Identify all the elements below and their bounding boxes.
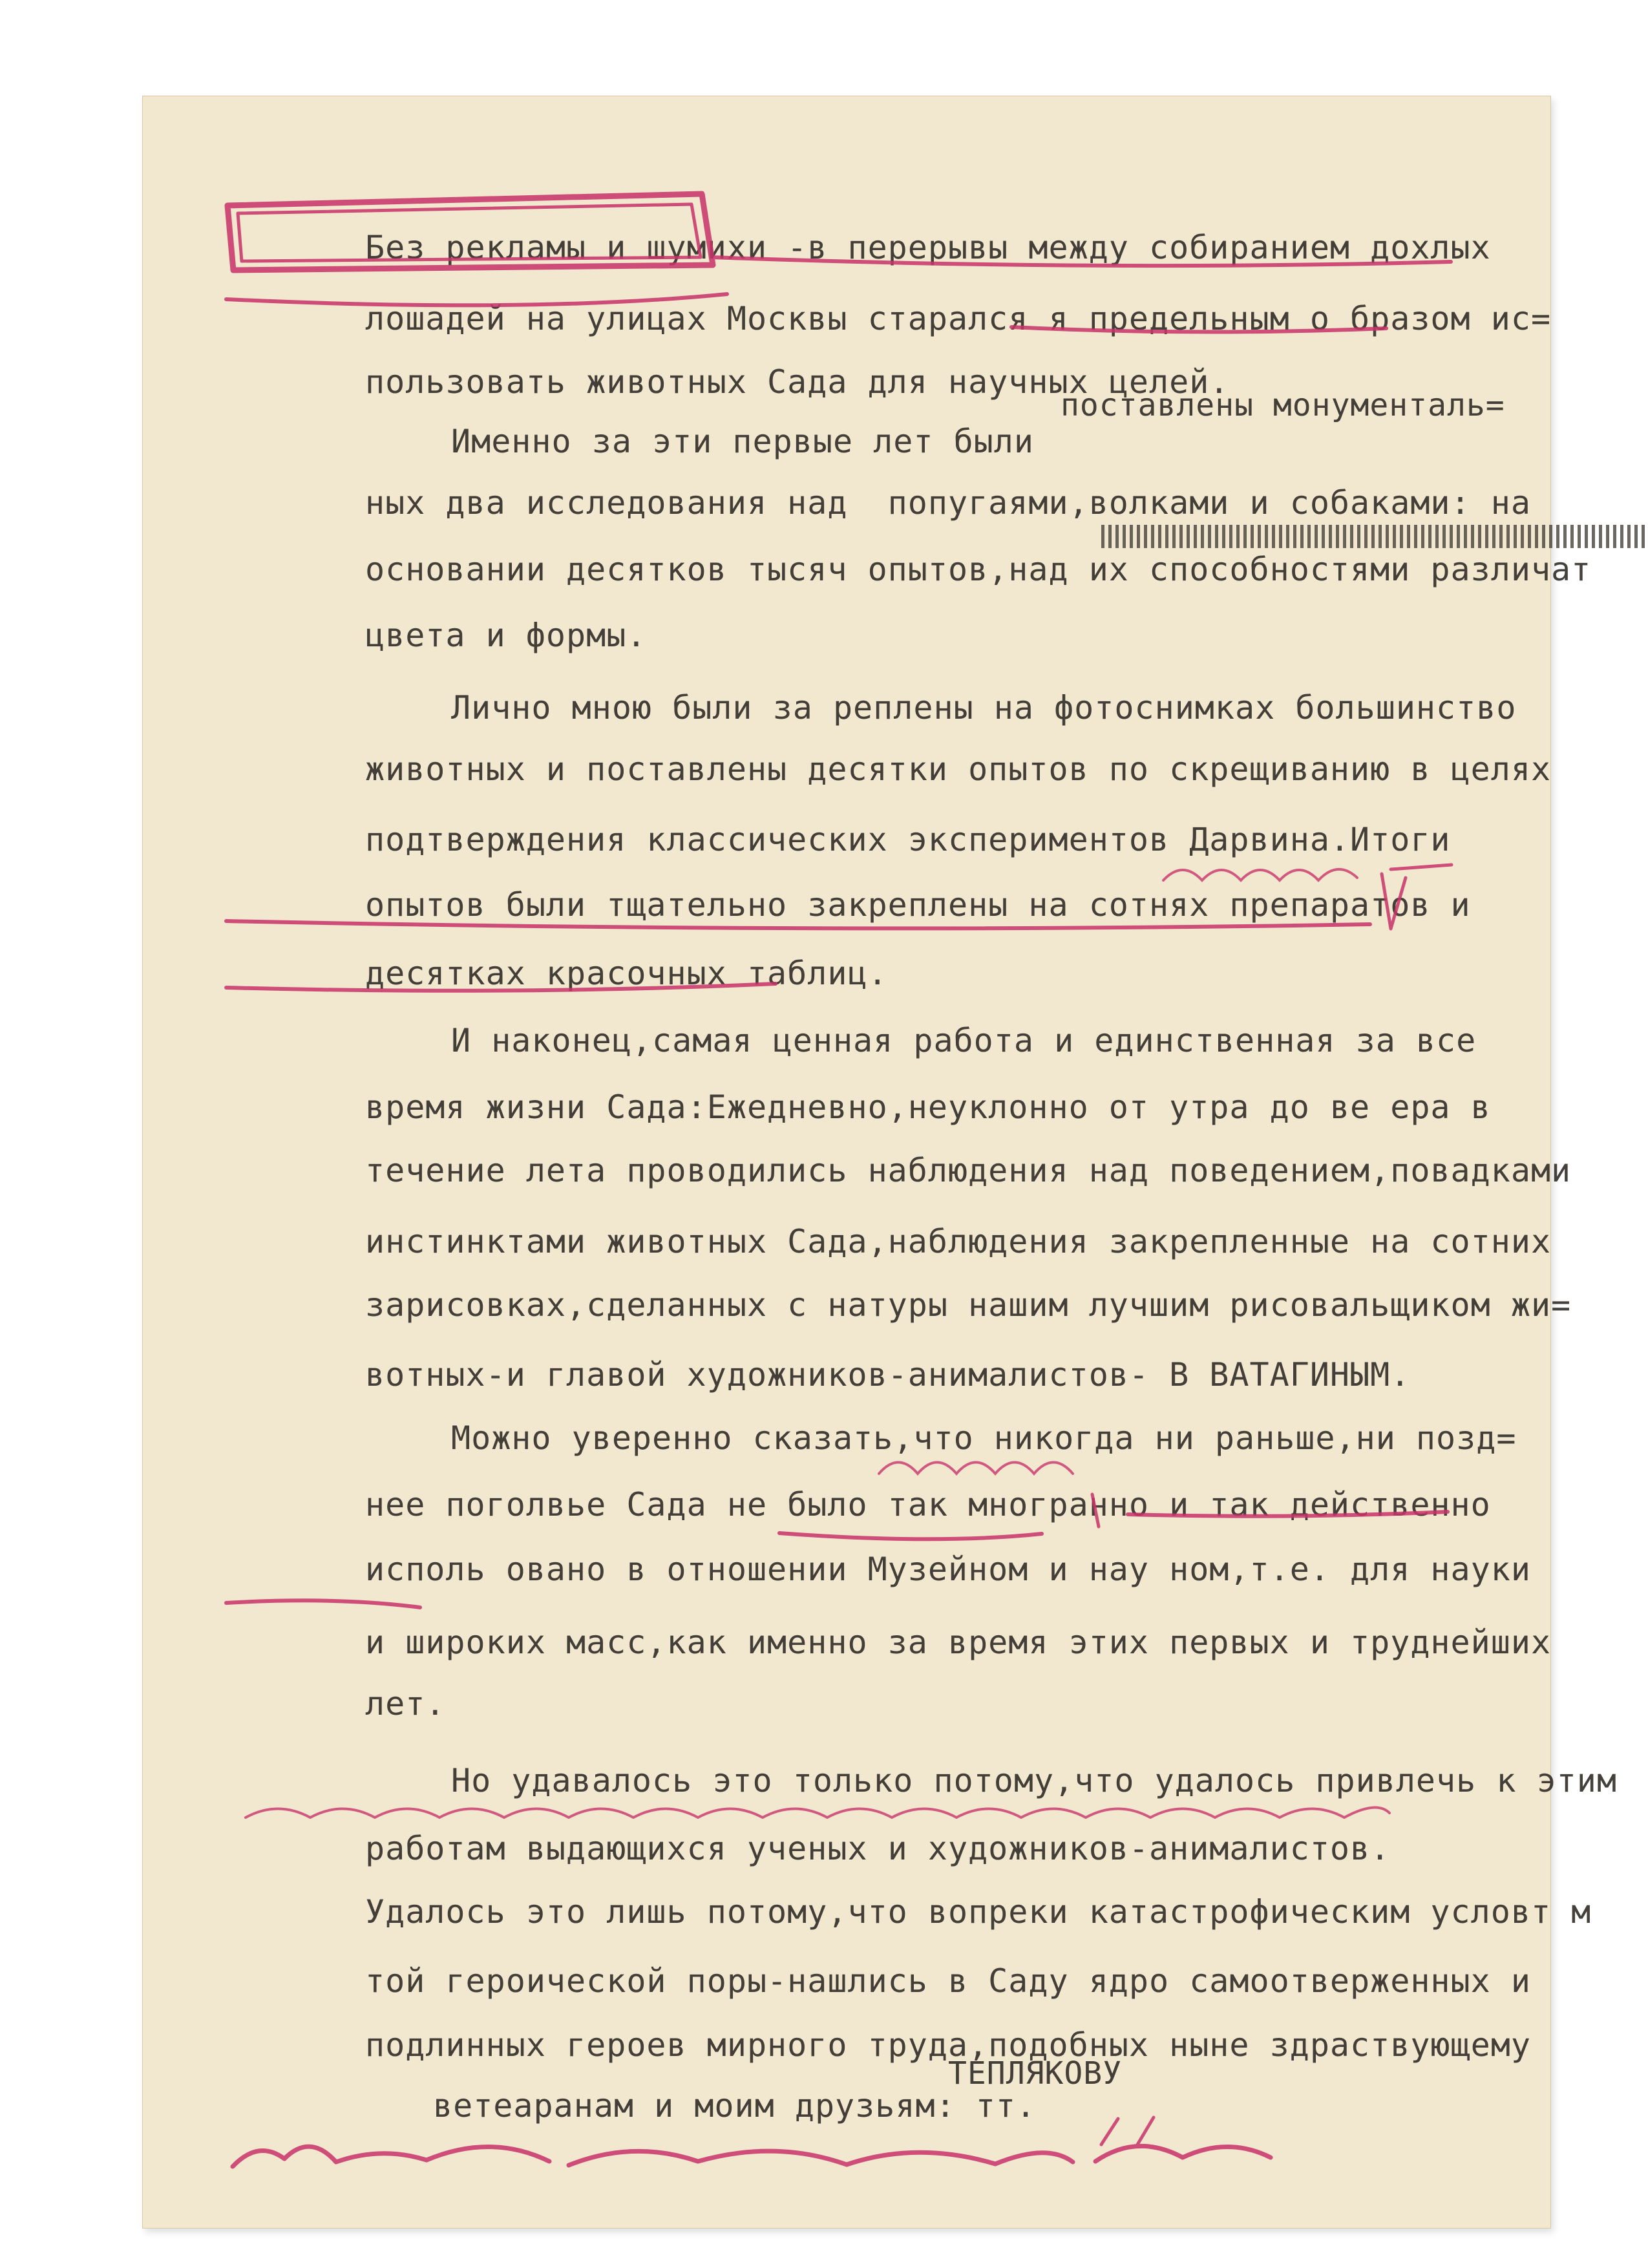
text-line: Лично мною были за реплены на фотоснимках большинство xyxy=(451,689,1517,726)
text-line: Можно уверенно сказать,что никогда ни раньше,ни позд= xyxy=(451,1419,1517,1457)
text-line: течение лета проводились наблюдения над поведением,повадками xyxy=(365,1152,1572,1189)
text-line: Без рекламы и шумихи -в перерывы между собиранием дохлых xyxy=(365,229,1491,266)
text-line: Но удавалось это только потому,что удалось привлечь к этим xyxy=(451,1762,1617,1799)
text-line: время жизни Сада:Ежедневно,неуклонно от утра до ве ера в xyxy=(365,1088,1491,1126)
struck-out-text xyxy=(1101,525,1648,548)
text-line: опытов были тщательно закреплены на сотнях препаратов и xyxy=(365,886,1471,924)
text-line: ных два исследования над попугаями,волками и собаками: на xyxy=(365,484,1531,522)
text-line: животных и поставлены десятки опытов по скрещиванию в целях xyxy=(365,750,1552,788)
text-line: основании десятков тысяч опытов,над их способностями различат xyxy=(365,551,1592,588)
text-line: Удалось это лишь потому,что вопреки катастрофическим условт м xyxy=(365,1893,1592,1931)
text-line: вотных-и главой художников-анималистов- В ВАТАГИНЫМ. xyxy=(365,1356,1411,1394)
text-line: той героической поры-нашлись в Саду ядро самоотверженных и xyxy=(365,1962,1531,2000)
typed-insertion: поставлены монументаль= xyxy=(1061,387,1505,423)
text-line: подлинных героев мирного труда,подобных ныне здраствующему xyxy=(365,2026,1531,2064)
text-line: работам выдающихся ученых и художников-анималистов. xyxy=(365,1830,1391,1867)
text-line: зарисовках,сделанных с натуры нашим лучшим рисовальщиком жи= xyxy=(365,1286,1572,1324)
paper-sheet xyxy=(142,96,1617,2229)
text-line: И наконец,самая ценная работа и единственная за все xyxy=(451,1022,1477,1059)
text-line: инстинктами животных Сада,наблюдения закрепленные на сотних xyxy=(365,1223,1552,1260)
text-line: ветеаранам и моим друзьям: тт. xyxy=(433,2087,1037,2125)
text-line: подтверждения классических экспериментов Дарвина.Итоги xyxy=(365,821,1451,858)
text-line: лет. xyxy=(365,1685,446,1722)
text-line: Именно за эти первые лет были xyxy=(451,423,1034,460)
text-line: нее поголвье Сада не было так многранно и так действенно xyxy=(365,1486,1491,1523)
typed-name: ТЕПЛЯКОВУ xyxy=(948,2055,1123,2092)
text-line: исполь овано в отношении Музейном и нау ном,т.е. для науки xyxy=(365,1551,1531,1588)
text-line: цвета и формы. xyxy=(365,617,647,654)
text-line: пользовать животных Сада для научных целей. xyxy=(365,363,1230,401)
text-line: лошадей на улицах Москвы старался я предельным о бразом ис= xyxy=(365,300,1552,337)
text-line: десятках красочных таблиц. xyxy=(365,955,888,992)
text-line: и широких масс,как именно за время этих первых и труднейших xyxy=(365,1624,1552,1661)
